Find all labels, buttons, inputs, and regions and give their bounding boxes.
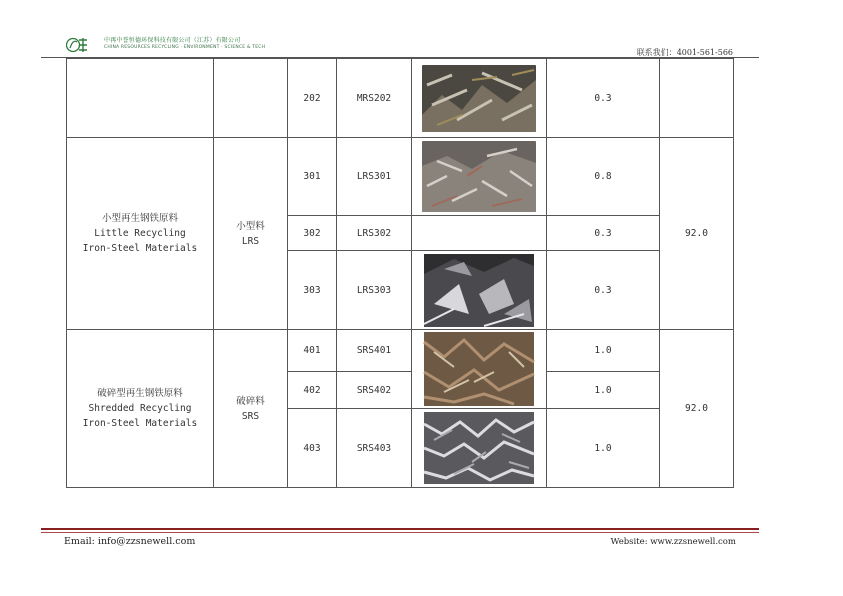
item-code: SRS402 (337, 372, 412, 409)
category-name-en-line1: Little Recycling (94, 228, 186, 239)
scrap-photo-shredded-bright (422, 412, 536, 484)
item-value: 0.3 (547, 251, 660, 330)
company-name-en: CHINA RESOURCES RECYCLING · ENVIRONMENT · SCIENCE & TECH (104, 45, 266, 50)
category-name-en-line1: Shredded Recycling (88, 403, 192, 414)
footer-divider (41, 528, 759, 530)
scrap-photo-small (422, 141, 536, 212)
contact-phone: 4001-561-566 (676, 48, 733, 57)
table-row (67, 330, 734, 372)
type-name-cn: 破碎料 (236, 395, 265, 407)
type-cell (214, 330, 288, 488)
item-code: LRS302 (337, 216, 412, 251)
photo-cell (412, 251, 547, 330)
scrap-photo-mixed (422, 65, 536, 132)
type-name-cn: 小型料 (236, 220, 265, 232)
item-value: 1.0 (547, 372, 660, 409)
company-logo (66, 36, 88, 54)
table-row (67, 138, 734, 216)
item-value: 0.3 (547, 216, 660, 251)
category-cell (67, 330, 214, 488)
footer-divider-thin (41, 532, 759, 533)
item-value: 1.0 (547, 409, 660, 488)
item-code: SRS401 (337, 330, 412, 372)
item-value: 0.8 (547, 138, 660, 216)
type-cell (214, 59, 288, 138)
price-cell: 92.0 (660, 138, 734, 330)
company-name (104, 37, 265, 51)
category-name-en-line2: Iron-Steel Materials (82, 243, 198, 254)
type-code: LRS (241, 235, 260, 247)
item-no: 202 (288, 59, 337, 138)
scrap-photo-sheet (422, 254, 536, 327)
type-cell (214, 138, 288, 330)
item-no: 401 (288, 330, 337, 372)
table-row (67, 59, 734, 138)
category-cell (67, 59, 214, 138)
item-code: MRS202 (337, 59, 412, 138)
company-name-cn: 中再中誉恒德环保科技有限公司（江苏）有限公司 (104, 37, 241, 44)
footer-email: Email: info@zzsnewell.com (64, 536, 196, 547)
price-cell: 92.0 (660, 330, 734, 488)
item-code: SRS403 (337, 409, 412, 488)
category-name-cn: 小型再生钢铁原料 (101, 213, 178, 224)
photo-cell (412, 409, 547, 488)
item-no: 301 (288, 138, 337, 216)
photo-cell (412, 216, 547, 251)
photo-cell (412, 138, 547, 216)
photo-cell (412, 59, 547, 138)
contact-label: 联系我们： (636, 48, 677, 57)
scrap-spec-table (66, 58, 734, 488)
category-name-cn: 破碎型再生钢铁原料 (97, 388, 183, 399)
item-no: 303 (288, 251, 337, 330)
item-no: 302 (288, 216, 337, 251)
type-code: SRS (241, 410, 260, 422)
item-no: 402 (288, 372, 337, 409)
category-name-en-line2: Iron-Steel Materials (82, 418, 198, 429)
item-value: 1.0 (547, 330, 660, 372)
item-code: LRS303 (337, 251, 412, 330)
category-cell (67, 138, 214, 330)
footer-website: Website: www.zzsnewell.com (610, 537, 736, 547)
photo-cell (412, 330, 547, 409)
price-cell (660, 59, 734, 138)
item-code: LRS301 (337, 138, 412, 216)
item-value: 0.3 (547, 59, 660, 138)
scrap-photo-shredded-rusty (422, 332, 536, 406)
item-no: 403 (288, 409, 337, 488)
